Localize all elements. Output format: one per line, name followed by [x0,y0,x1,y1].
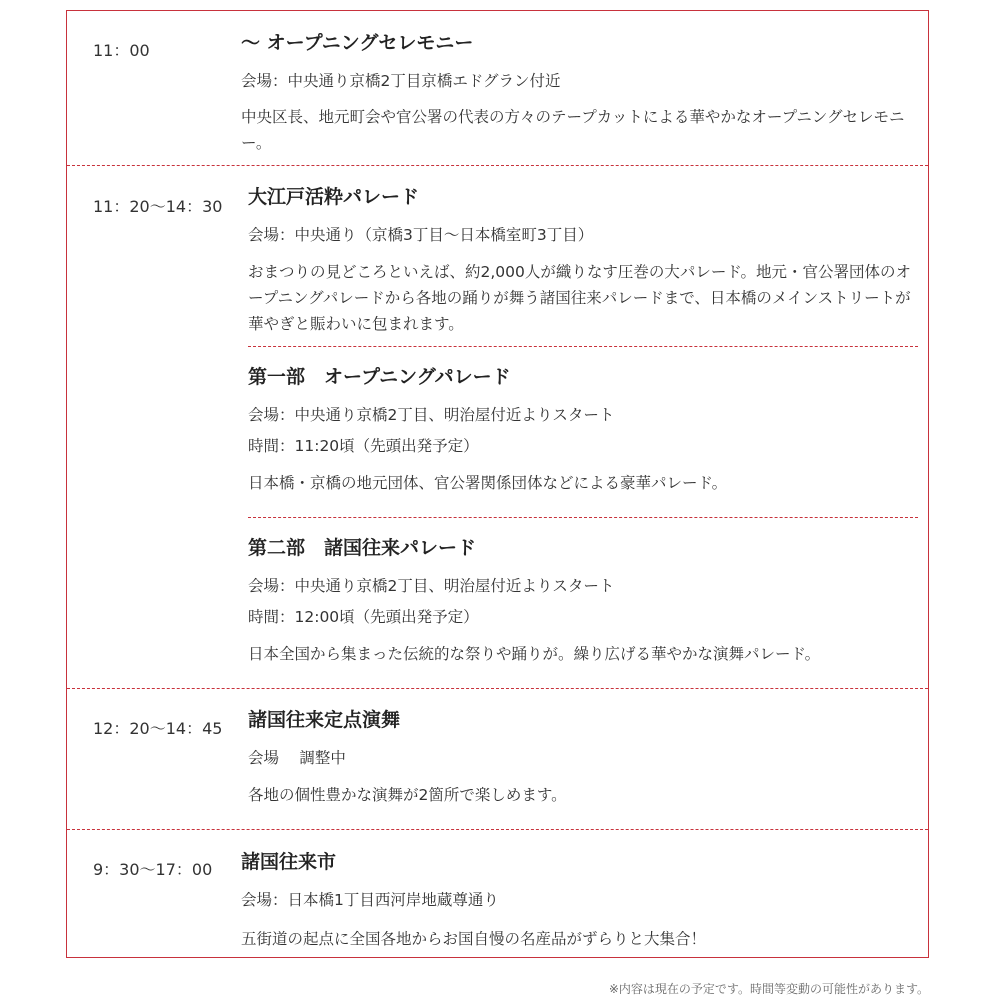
event-venue: 会場：日本橋1丁目西河岸地蔵尊通り [241,891,499,909]
event-description: 各地の個性豊かな演舞が2箇所で楽しめます。 [248,786,567,804]
part-title: 第一部 オープニングパレード [248,366,511,388]
part-description: 日本全国から集まった伝統的な祭りや踊りが。繰り広げる華やかな演舞パレード。 [248,645,821,663]
row-separator [67,688,928,689]
event-venue: 会場：中央通り京橋2丁目京橋エドグラン付近 [241,72,561,90]
part-description: 日本橋・京橋の地元団体、官公署関係団体などによる豪華パレード。 [248,474,728,492]
event-venue: 会場 調整中 [248,749,346,767]
event-description: おまつりの見どころといえば、約2,000人が織りなす圧巻の大パレード。地元・官公署団体のオープニングパレードから各地の踊りが舞う諸国往来パレードまで、日本橋のメインストリートが華やぎと賑わいに包まれます。 [248,263,911,333]
event-title: 諸国往来定点演舞 [248,709,401,731]
row-separator [67,165,928,166]
event-time: 11：20〜14：30 [93,197,223,216]
event-title: 諸国往来市 [241,851,337,873]
footnote: ※内容は現在の予定です。時間等変動の可能性があります。 [608,982,929,996]
schedule-table [66,10,929,958]
event-title: 大江戸活粋パレード [248,186,420,208]
row-separator [67,829,928,830]
event-description: 五街道の起点に全国各地からお国自慢の名産品がずらりと大集合！ [241,930,707,948]
event-time: 11：00 [93,41,150,60]
part-title: 第二部 諸国往来パレード [248,537,477,559]
sub-separator [248,517,918,518]
part-time: 時間：11:20頃（先頭出発予定） [248,437,479,455]
event-time: 12：20〜14：45 [93,719,223,738]
event-description: 中央区長、地元町会や官公署の代表の方々のテープカットによる華やかなオープニングセレモニー。 [241,108,905,152]
event-title: 〜 オープニングセレモニー [241,32,474,54]
part-venue: 会場：中央通り京橋2丁目、明治屋付近よりスタート [248,577,615,595]
sub-separator [248,346,918,347]
part-venue: 会場：中央通り京橋2丁目、明治屋付近よりスタート [248,406,615,424]
part-time: 時間：12:00頃（先頭出発予定） [248,608,479,626]
event-venue: 会場：中央通り（京橋3丁目〜日本橋室町3丁目） [248,226,594,244]
event-time: 9：30〜17：00 [93,860,213,879]
